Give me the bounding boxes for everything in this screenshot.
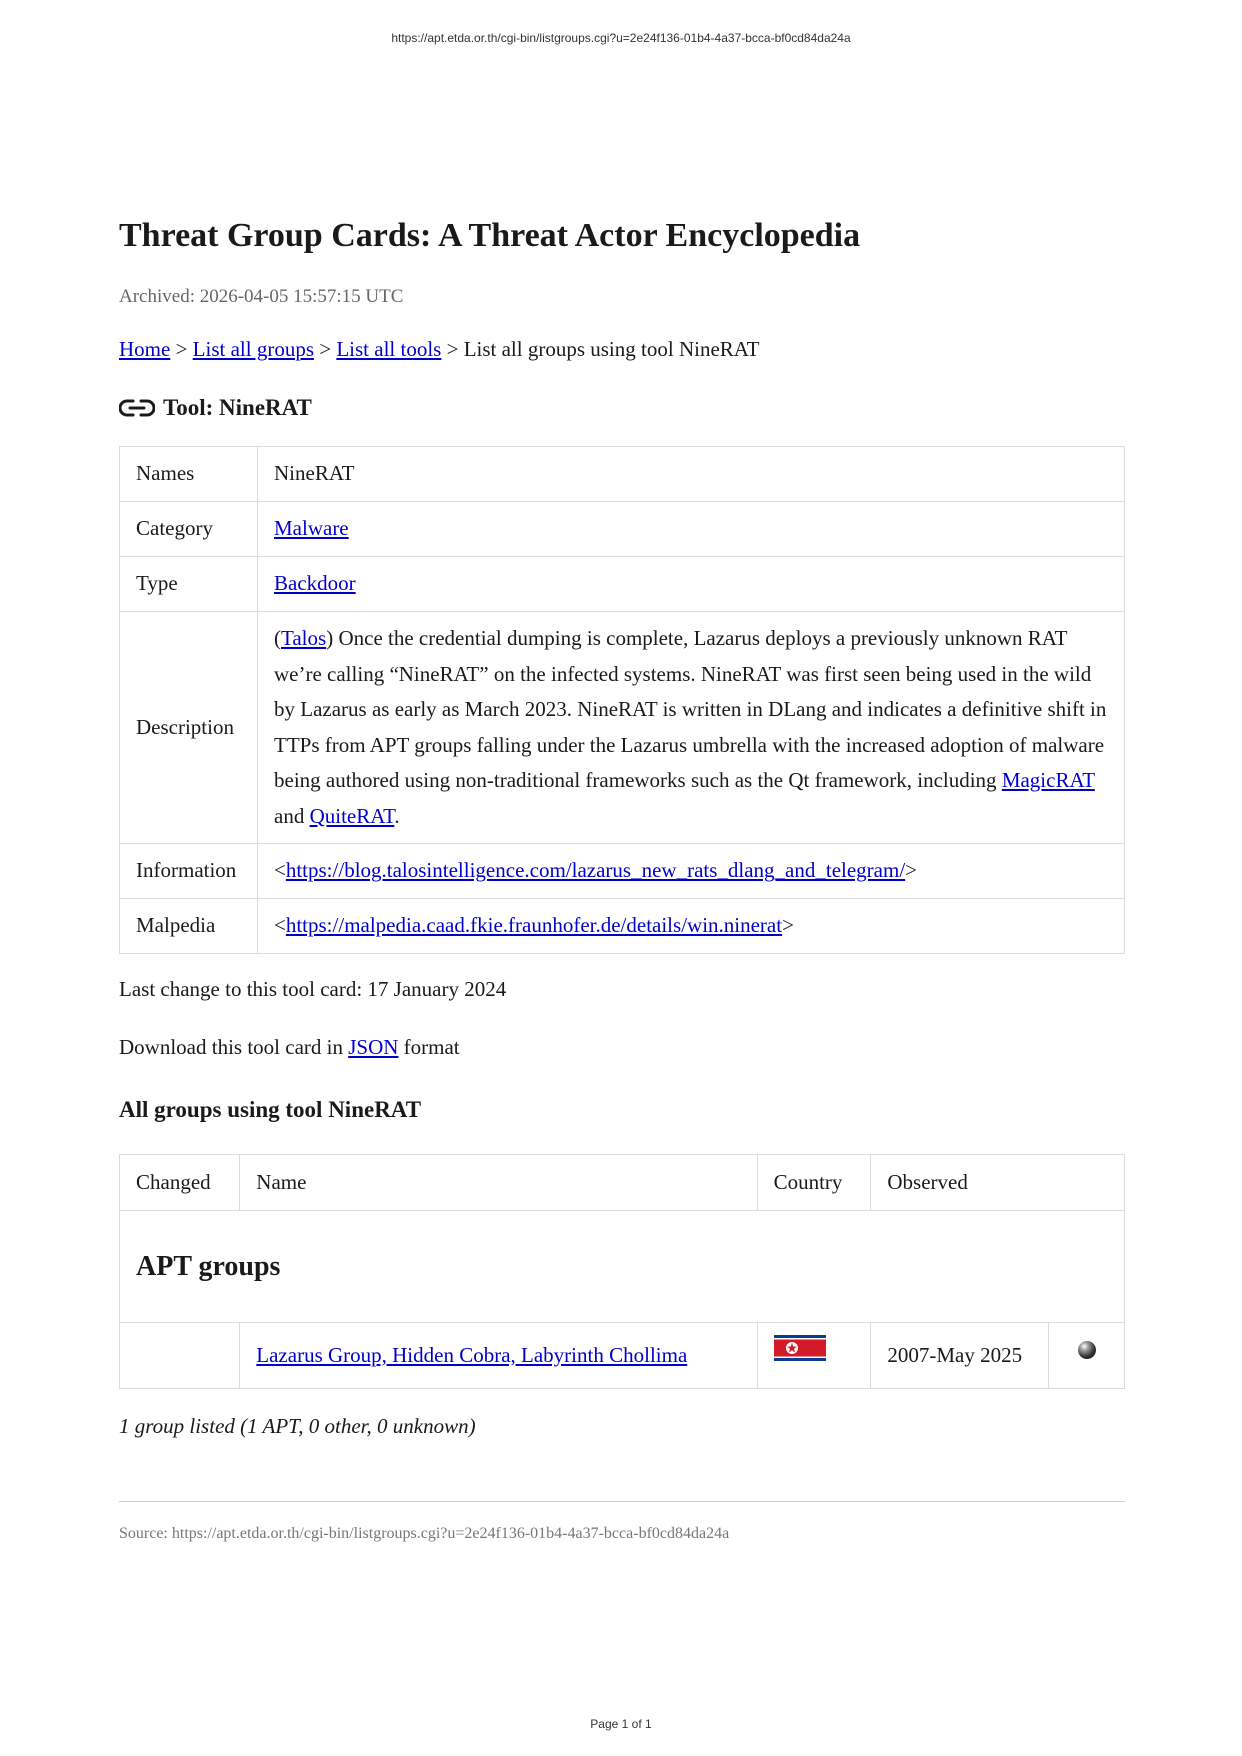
groups-table xyxy=(119,1154,1125,1389)
black-ball-icon xyxy=(1078,1341,1096,1359)
archived-timestamp: Archived: 2026-04-05 15:57:15 UTC xyxy=(119,286,404,307)
names-label: Names xyxy=(120,447,258,502)
breadcrumb-all-groups-link[interactable]: List all groups xyxy=(192,337,314,361)
table-section-row xyxy=(120,1211,1125,1323)
type-cell xyxy=(258,557,1125,612)
status-cell xyxy=(1049,1323,1125,1389)
breadcrumb-separator: > xyxy=(175,337,188,361)
description-text: Once the credential dumping is complete, Lazarus deploys a previously unknown RAT we’re calling “NineRAT” on the infected systems. NineRAT was first seen being used in the wild by Lazarus as early as March 2023. NineRAT is written in DLang and indicates a definitive shift in TTPs from APT groups falling under the Lazarus umbrella with the increased adoption of malware being authored using non-traditional frameworks such as the Qt framework, including xyxy=(274,626,1107,792)
print-header-url: https://apt.etda.or.th/cgi-bin/listgroups.cgi?u=2e24f136-01b4-4a37-bcca-bf0cd84da24a xyxy=(391,31,851,45)
malpedia-link[interactable]: https://malpedia.caad.fkie.fraunhofer.de/details/win.ninerat xyxy=(285,913,783,938)
download-text xyxy=(119,1032,1125,1062)
breadcrumb-home-link[interactable]: Home xyxy=(119,337,171,361)
download-suffix: format xyxy=(403,1035,460,1059)
json-download-link[interactable]: JSON xyxy=(348,1035,399,1059)
observed-cell: 2007-May 2025 xyxy=(871,1323,1049,1389)
type-link[interactable]: Backdoor xyxy=(274,571,356,596)
link-icon xyxy=(119,398,155,418)
divider xyxy=(119,1501,1125,1502)
table-row xyxy=(120,447,1125,502)
table-row xyxy=(120,899,1125,954)
breadcrumb xyxy=(119,334,1125,364)
description-and: and xyxy=(274,803,305,828)
information-label: Information xyxy=(120,844,258,899)
breadcrumb-separator: > xyxy=(319,337,332,361)
column-header-changed: Changed xyxy=(120,1155,240,1211)
column-header-observed: Observed xyxy=(871,1155,1125,1211)
information-cell: <https://blog.talosintelligence.com/lazarus_new_rats_dlang_and_telegram/> xyxy=(258,844,1125,899)
north-korea-flag-icon xyxy=(774,1335,826,1361)
name-cell xyxy=(240,1323,757,1389)
malpedia-label: Malpedia xyxy=(120,899,258,954)
download-prefix: Download this tool card in xyxy=(119,1035,343,1059)
type-label: Type xyxy=(120,557,258,612)
column-header-country: Country xyxy=(757,1155,871,1211)
section-apt-groups: APT groups xyxy=(120,1211,1125,1323)
changed-cell xyxy=(120,1323,240,1389)
table-row xyxy=(120,1323,1125,1389)
description-source-link[interactable]: Talos xyxy=(281,626,327,650)
category-cell xyxy=(258,502,1125,557)
tool-info-table xyxy=(119,446,1125,954)
category-link[interactable]: Malware xyxy=(274,516,349,541)
source-url: Source: https://apt.etda.or.th/cgi-bin/listgroups.cgi?u=2e24f136-01b4-4a37-bcca-bf0cd84da24a xyxy=(119,1525,730,1542)
description-label: Description xyxy=(120,612,258,844)
column-header-name: Name xyxy=(240,1155,757,1211)
page-number: Page 1 of 1 xyxy=(590,1717,652,1731)
quiterat-link[interactable]: QuiteRAT xyxy=(309,803,395,828)
names-value: NineRAT xyxy=(258,447,1125,502)
last-change-text: Last change to this tool card: 17 January 2024 xyxy=(119,977,507,1001)
groups-heading: All groups using tool NineRAT xyxy=(119,1097,422,1122)
magicrat-link[interactable]: MagicRAT xyxy=(1001,768,1095,792)
page-content xyxy=(119,212,1125,1546)
country-cell xyxy=(757,1323,871,1389)
page-title: Threat Group Cards: A Threat Actor Encyclopedia xyxy=(119,217,861,254)
category-label: Category xyxy=(120,502,258,557)
table-row xyxy=(120,612,1125,844)
malpedia-cell: <https://malpedia.caad.fkie.fraunhofer.de/details/win.ninerat> xyxy=(258,899,1125,954)
breadcrumb-current: List all groups using tool NineRAT xyxy=(463,337,760,361)
breadcrumb-separator: > xyxy=(446,337,459,361)
groups-summary: 1 group listed (1 APT, 0 other, 0 unknown) xyxy=(119,1414,476,1438)
table-header-row xyxy=(120,1155,1125,1211)
table-row xyxy=(120,844,1125,899)
breadcrumb-all-tools-link[interactable]: List all tools xyxy=(336,337,442,361)
group-link[interactable]: Lazarus Group, Hidden Cobra, Labyrinth Chollima xyxy=(256,1342,688,1367)
tool-heading-text: Tool: NineRAT xyxy=(163,395,312,420)
tool-heading xyxy=(119,392,1125,424)
description-cell: (Talos) Once the credential dumping is complete, Lazarus deploys a previously unknown RAT we’re calling “NineRAT” on the infected systems. NineRAT was first seen being used in the wild by Lazarus as early as March 2023. NineRAT is written in DLang and indicates a definitive shift in TTPs from APT groups falling under the Lazarus umbrella with the increased adoption of malware being authored using non-traditional frameworks such as the Qt framework, including MagicRAT and QuiteRAT. xyxy=(258,612,1125,844)
information-link[interactable]: https://blog.talosintelligence.com/lazarus_new_rats_dlang_and_telegram/ xyxy=(285,858,906,883)
table-row xyxy=(120,502,1125,557)
table-row xyxy=(120,557,1125,612)
